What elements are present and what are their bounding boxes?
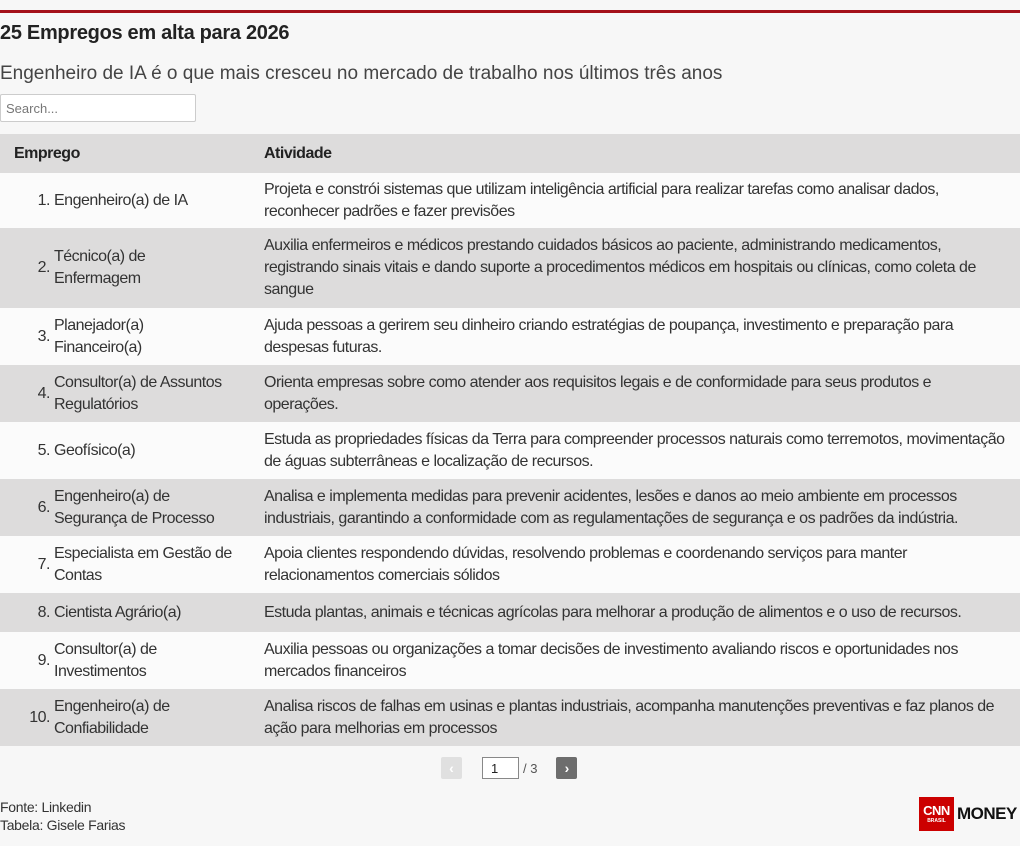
table-row xyxy=(0,689,1020,746)
cnn-money-logo xyxy=(919,797,1020,831)
source-text: Fonte: Linkedin xyxy=(0,799,92,815)
page-total: / 3 xyxy=(523,760,538,776)
job-rank: 6. xyxy=(37,498,50,516)
activity-cell: Auxilia enfermeiros e médicos prestando cuidados básicos ao paciente, administrando medicamentos, registrando sinais vitais e dando suporte a procedimentos médicos em hospitais ou clínicas, como coleta de sangue xyxy=(250,228,1020,308)
job-cell xyxy=(0,228,250,308)
job-cell xyxy=(0,536,250,593)
job-rank: 2. xyxy=(37,259,50,276)
page-title: 25 Empregos em alta para 2026 xyxy=(0,22,290,44)
job-title: Engenheiro(a) de Confiabilidade xyxy=(54,697,170,737)
table-header-row xyxy=(0,134,1020,173)
table-row xyxy=(0,632,1020,689)
job-rank: 4. xyxy=(37,384,50,402)
chevron-right-icon: › xyxy=(564,760,570,776)
job-title: Consultor(a) de Investimentos xyxy=(54,640,157,680)
activity-cell: Apoia clientes respondendo dúvidas, resolvendo problemas e coordenando serviços para manter relacionamentos comerciais sólidos xyxy=(250,536,1020,593)
job-rank: 1. xyxy=(37,191,50,209)
job-rank: 8. xyxy=(37,603,50,621)
job-title: Planejador(a) Financeiro(a) xyxy=(54,316,144,356)
job-rank: 10. xyxy=(29,708,50,726)
activity-cell: Projeta e constrói sistemas que utilizam inteligência artificial para realizar tarefas como analisar dados, reconhecer padrões e fazer previsões xyxy=(250,173,1020,228)
job-title: Especialista em Gestão de Contas xyxy=(54,544,232,584)
activity-cell: Orienta empresas sobre como atender aos requisitos legais e de conformidade para seus produtos e operações. xyxy=(250,365,1020,422)
job-cell xyxy=(0,689,250,746)
job-cell xyxy=(0,479,250,536)
footer-credits xyxy=(0,798,125,834)
prev-page-button[interactable] xyxy=(441,757,462,779)
table-credit-text: Tabela: Gisele Farias xyxy=(0,817,126,833)
job-rank: 7. xyxy=(37,555,50,573)
job-title: Engenheiro(a) de IA xyxy=(54,191,188,209)
activity-cell: Estuda as propriedades físicas da Terra para compreender processos naturais como terremotos, movimentação de águas subterrâneas e localização de recursos. xyxy=(250,422,1020,479)
table-row xyxy=(0,308,1020,365)
table-row xyxy=(0,422,1020,479)
table-row xyxy=(0,228,1020,308)
job-rank: 5. xyxy=(37,441,50,459)
activity-cell: Auxilia pessoas ou organizações a tomar decisões de investimento avaliando riscos e oportunidades nos mercados financeiros xyxy=(250,632,1020,689)
table-row xyxy=(0,593,1020,632)
header-emprego[interactable]: Emprego xyxy=(0,134,250,173)
page-subtitle: Engenheiro de IA é o que mais cresceu no mercado de trabalho nos últimos três anos xyxy=(0,63,723,84)
money-wordmark: MONEY xyxy=(957,804,1017,823)
job-title: Engenheiro(a) de Segurança de Processo xyxy=(54,487,215,527)
top-accent-bar xyxy=(0,10,1020,13)
job-cell xyxy=(0,632,250,689)
table-row xyxy=(0,173,1020,228)
job-cell xyxy=(0,365,250,422)
pagination xyxy=(441,757,577,779)
chevron-left-icon: ‹ xyxy=(449,760,454,776)
job-title: Cientista Agrário(a) xyxy=(54,603,181,621)
activity-cell: Estuda plantas, animais e técnicas agrícolas para melhorar a produção de alimentos e o uso de recursos. xyxy=(250,593,1020,632)
job-cell xyxy=(0,308,250,365)
search-input[interactable] xyxy=(0,94,196,122)
page-number-input[interactable] xyxy=(482,757,519,779)
activity-cell: Ajuda pessoas a gerirem seu dinheiro criando estratégias de poupança, investimento e preparação para despesas futuras. xyxy=(250,308,1020,365)
cnn-brasil-logo: CNN BRASIL xyxy=(919,797,954,831)
header-atividade[interactable]: Atividade xyxy=(250,134,1020,173)
job-cell xyxy=(0,422,250,479)
job-cell xyxy=(0,593,250,632)
activity-cell: Analisa e implementa medidas para prevenir acidentes, lesões e danos ao meio ambiente em processos industriais, garantindo a conformidade com as regulamentações de segurança e os padrões da indústria. xyxy=(250,479,1020,536)
activity-cell: Analisa riscos de falhas em usinas e plantas industriais, acompanha manutenções preventivas e faz planos de ação para melhorias em processos xyxy=(250,689,1020,746)
next-page-button[interactable] xyxy=(556,757,577,779)
job-rank: 9. xyxy=(37,651,50,669)
job-cell xyxy=(0,173,250,228)
job-title: Geofísico(a) xyxy=(54,441,136,459)
job-title: Consultor(a) de Assuntos Regulatórios xyxy=(54,373,222,413)
jobs-table xyxy=(0,134,1020,746)
table-row xyxy=(0,365,1020,422)
table-row xyxy=(0,536,1020,593)
job-title: Técnico(a) de Enfermagem xyxy=(54,248,146,287)
job-rank: 3. xyxy=(37,327,50,345)
table-row xyxy=(0,479,1020,536)
